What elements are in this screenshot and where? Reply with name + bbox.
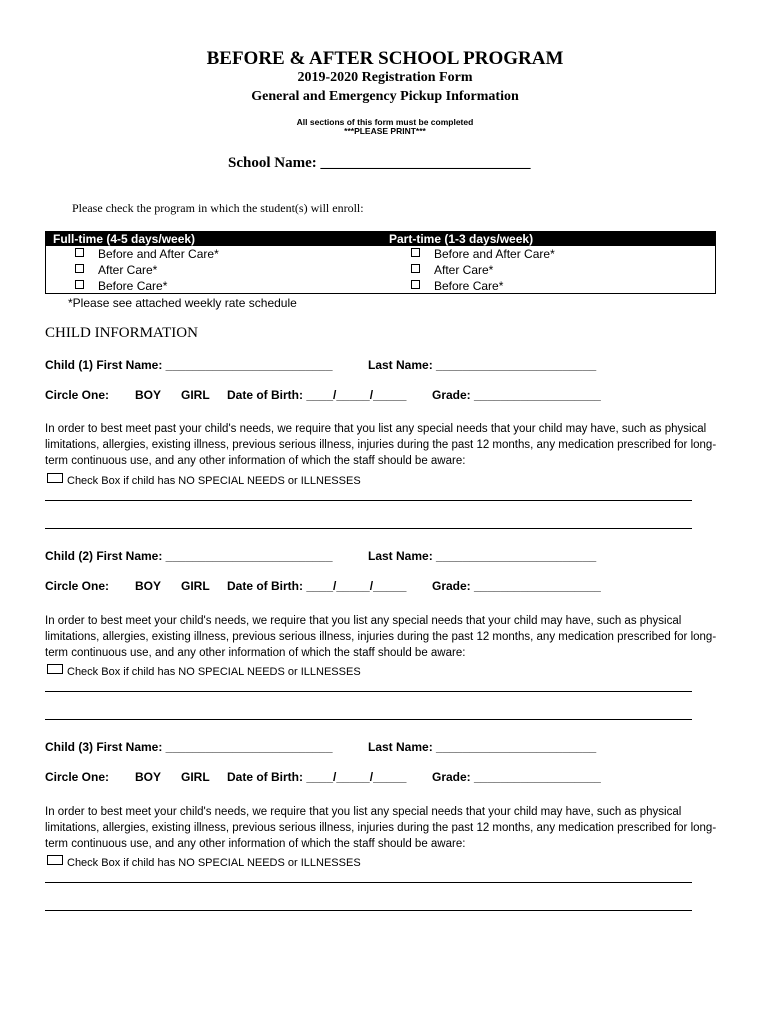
form-subtitle: 2019-2020 Registration Form: [297, 70, 473, 85]
girl-option[interactable]: GIRL: [181, 770, 210, 784]
circle-one-label: Circle One:: [45, 388, 110, 402]
boy-option[interactable]: BOY: [135, 770, 162, 784]
girl-option[interactable]: GIRL: [181, 579, 210, 593]
grade-field[interactable]: Grade: ___________________: [432, 770, 601, 784]
girl-option[interactable]: GIRL: [181, 388, 210, 402]
special-needs-line[interactable]: [45, 882, 692, 883]
parttime-option[interactable]: Before Care*: [411, 278, 503, 294]
child-last-name-field[interactable]: Last Name: ________________________: [368, 549, 597, 563]
fulltime-option[interactable]: After Care*: [75, 262, 157, 278]
special-needs-line[interactable]: [45, 719, 692, 720]
form-subtitle-2: General and Emergency Pickup Information: [251, 89, 519, 104]
checkbox-icon[interactable]: [75, 264, 84, 273]
child-first-name-field[interactable]: Child (2) First Name: _________________________: [45, 549, 333, 563]
boy-option[interactable]: BOY: [135, 388, 162, 402]
completion-note: All sections of this form must be completed: [296, 117, 474, 127]
checkbox-icon[interactable]: [75, 248, 84, 257]
special-needs-instructions: In order to best meet past your child's needs, we require that you list any special needs that your child may have, such as physical limitations, allergies, existing illness, previous serious illness, injuries during the past 12 months, any medication prescribed for long-term continuous use, and any other information of which the staff should be aware:: [45, 423, 717, 467]
program-header-bar: [46, 232, 715, 246]
circle-one-label: Circle One:: [45, 770, 110, 784]
program-selection-box: [45, 231, 716, 294]
no-special-needs-label: Check Box if child has NO SPECIAL NEEDS or ILLNESSES: [67, 666, 361, 678]
special-needs-line[interactable]: [45, 691, 692, 692]
special-needs-instructions: In order to best meet your child's needs, we require that you list any special needs that your child may have, such as physical limitations, allergies, existing illness, previous serious illness, injuries during the past 12 months, any medication prescribed for long-term continuous use, and any other information of which the staff should be aware:: [45, 615, 717, 659]
parttime-heading: Part-time (1-3 days/week): [389, 232, 534, 246]
no-special-needs-checkbox[interactable]: [47, 664, 63, 674]
parttime-option[interactable]: Before and After Care*: [411, 246, 555, 262]
no-special-needs-checkbox[interactable]: [47, 855, 63, 865]
parttime-option[interactable]: After Care*: [411, 262, 493, 278]
date-of-birth-field[interactable]: Date of Birth: ____/_____/_____: [227, 579, 407, 593]
boy-option[interactable]: BOY: [135, 579, 162, 593]
no-special-needs-label: Check Box if child has NO SPECIAL NEEDS or ILLNESSES: [67, 475, 361, 487]
fulltime-heading: Full-time (4-5 days/week): [53, 232, 196, 246]
fulltime-option[interactable]: Before Care*: [75, 278, 167, 294]
program-prompt: Please check the program in which the student(s) will enroll:: [72, 201, 364, 215]
special-needs-instructions: In order to best meet your child's needs, we require that you list any special needs that your child may have, such as physical limitations, allergies, existing illness, previous serious illness, injuries during the past 12 months, any medication prescribed for long-term continuous use, and any other information of which the staff should be aware:: [45, 806, 717, 850]
circle-one-label: Circle One:: [45, 579, 110, 593]
special-needs-line[interactable]: [45, 500, 692, 501]
child-first-name-field[interactable]: Child (3) First Name: _________________________: [45, 740, 333, 754]
form-title: BEFORE & AFTER SCHOOL PROGRAM: [206, 48, 564, 69]
no-special-needs-checkbox[interactable]: [47, 473, 63, 483]
school-name-field[interactable]: School Name: ____________________________: [228, 155, 531, 171]
grade-field[interactable]: Grade: ___________________: [432, 388, 601, 402]
fulltime-option[interactable]: Before and After Care*: [75, 246, 219, 262]
checkbox-icon[interactable]: [411, 264, 420, 273]
special-needs-line[interactable]: [45, 910, 692, 911]
checkbox-icon[interactable]: [411, 280, 420, 289]
child-last-name-field[interactable]: Last Name: ________________________: [368, 740, 597, 754]
special-needs-line[interactable]: [45, 528, 692, 529]
date-of-birth-field[interactable]: Date of Birth: ____/_____/_____: [227, 388, 407, 402]
child-info-heading: CHILD INFORMATION: [45, 325, 198, 341]
rate-schedule-note: *Please see attached weekly rate schedule: [68, 296, 297, 310]
grade-field[interactable]: Grade: ___________________: [432, 579, 601, 593]
child-last-name-field[interactable]: Last Name: ________________________: [368, 358, 597, 372]
no-special-needs-label: Check Box if child has NO SPECIAL NEEDS or ILLNESSES: [67, 857, 361, 869]
print-note: ***PLEASE PRINT***: [344, 126, 426, 136]
date-of-birth-field[interactable]: Date of Birth: ____/_____/_____: [227, 770, 407, 784]
checkbox-icon[interactable]: [75, 280, 84, 289]
child-first-name-field[interactable]: Child (1) First Name: _________________________: [45, 358, 333, 372]
checkbox-icon[interactable]: [411, 248, 420, 257]
